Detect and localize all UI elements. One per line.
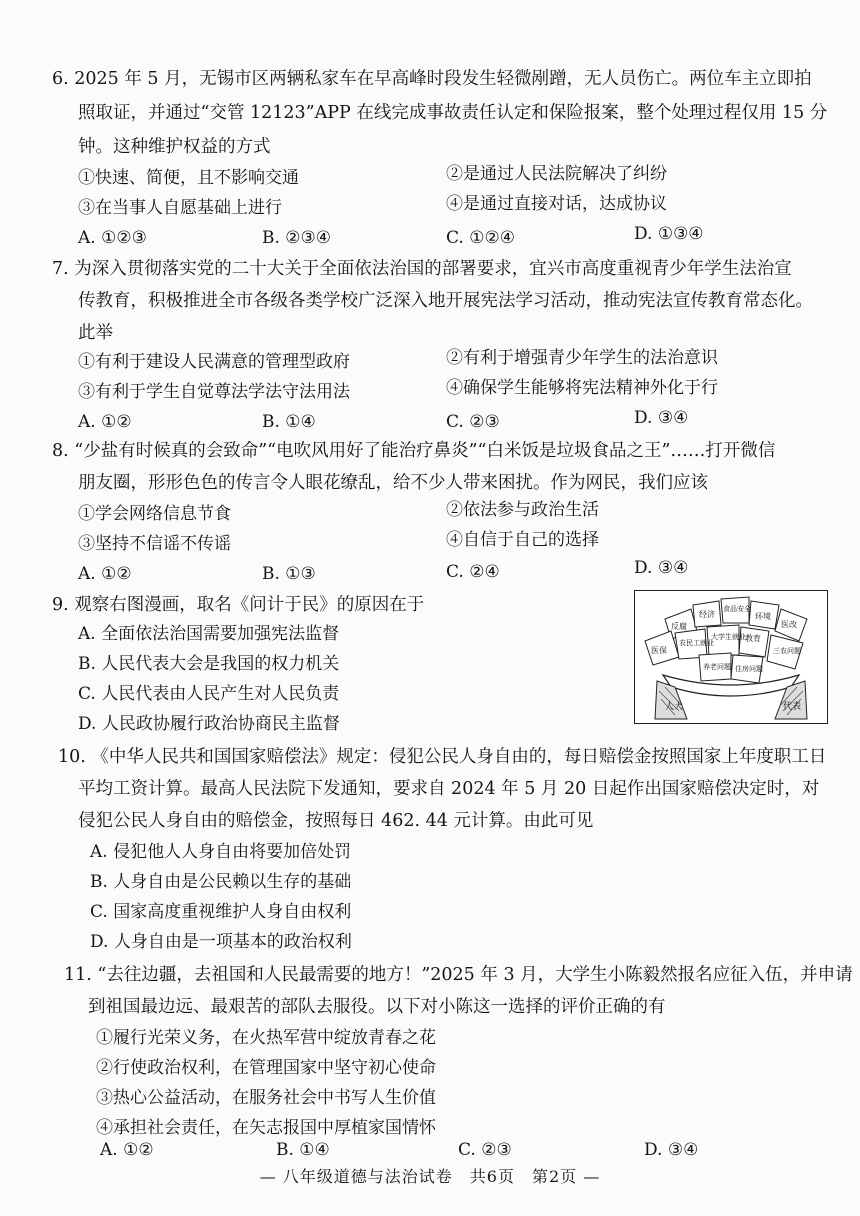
cartoon-label: 大学生就业 bbox=[711, 633, 746, 641]
q7-stem-line-1: 7. 为深入贯彻落实党的二十大关于全面依法治国的部署要求，宜兴市高度重视青少年学生法治宣 bbox=[52, 259, 792, 279]
q6-choice-c: C. ①②④ bbox=[446, 228, 515, 248]
q6-stem-line-1: 6. 2025 年 5 月，无锡市区两辆私家车在早高峰时段发生轻微剐蹭，无人员伤亡。两位车主立即拍 bbox=[52, 69, 812, 89]
q11-item-4: ④承担社会责任，在矢志报国中厚植家国情怀 bbox=[96, 1118, 436, 1138]
q10-choice-d: D. 人身自由是一项基本的政治权利 bbox=[90, 932, 352, 952]
q6-stem-line-3: 钟。这种维护权益的方式 bbox=[78, 137, 271, 157]
q9-choice-a: A. 全面依法治国需要加强宪法监督 bbox=[78, 624, 340, 644]
q6-choice-a: A. ①②③ bbox=[78, 228, 147, 248]
q6-item-4: ④是通过直接对话，达成协议 bbox=[446, 194, 667, 214]
q10-choice-b: B. 人身自由是公民赖以生存的基础 bbox=[90, 872, 352, 892]
q7-stem-line-3: 此举 bbox=[78, 323, 113, 343]
cartoon-label: 农民工就业 bbox=[679, 639, 714, 647]
q6-item-2: ②是通过人民法院解决了纠纷 bbox=[446, 164, 667, 184]
q6-choice-b: B. ②③④ bbox=[262, 228, 332, 248]
q11-choice-c: C. ②③ bbox=[458, 1140, 512, 1160]
cartoon-label: 反腐 bbox=[671, 622, 687, 631]
q8-choice-c: C. ②④ bbox=[446, 562, 500, 582]
q7-item-4: ④确保学生能够将宪法精神外化于行 bbox=[446, 378, 718, 398]
cartoon-drawing bbox=[635, 591, 827, 723]
q6-item-1: ①快速、简便，且不影响交通 bbox=[78, 168, 299, 188]
page-footer: — 八年级道德与法治试卷 共6页 第2页 — bbox=[259, 1167, 601, 1186]
cartoon-label: 养老问题 bbox=[703, 663, 731, 671]
q10-stem-line-3: 侵犯公民人身自由的赔偿金，按照每日 462. 44 元计算。由此可见 bbox=[78, 811, 594, 831]
q10-choice-a: A. 侵犯他人人身自由将要加倍处罚 bbox=[90, 842, 352, 862]
q11-item-2: ②行使政治权利，在管理国家中坚守初心使命 bbox=[96, 1058, 436, 1078]
cartoon-label: 三农问题 bbox=[773, 647, 801, 655]
q8-stem-line-2: 朋友圈，形形色色的传言令人眼花缭乱，给不少人带来困扰。作为网民，我们应该 bbox=[78, 473, 708, 493]
q11-choice-d: D. ③④ bbox=[644, 1140, 699, 1160]
q7-item-2: ②有利于增强青少年学生的法治意识 bbox=[446, 348, 718, 368]
q9-choice-d: D. 人民政协履行政治协商民主监督 bbox=[78, 714, 340, 734]
q11-stem-line-2: 到祖国最边远、最艰苦的部队去服役。以下对小陈这一选择的评价正确的有 bbox=[88, 997, 666, 1017]
q7-stem-line-2: 传教育，积极推进全市各级各类学校广泛深入地开展宪法学习活动，推动宪法宣传教育常态化。 bbox=[78, 291, 813, 311]
cartoon-label: 环境 bbox=[755, 612, 771, 621]
q10-stem-line-2: 平均工资计算。最高人民法院下发通知，要求自 2024 年 5 月 20 日起作出国家赔偿决定时，对 bbox=[78, 779, 820, 799]
cartoon-label: 住房问题 bbox=[735, 665, 763, 673]
cartoon-label: 医改 bbox=[781, 620, 797, 629]
cartoon-label: 人大 bbox=[665, 702, 684, 712]
q9-choice-b: B. 人民代表大会是我国的权力机关 bbox=[78, 654, 340, 674]
cartoon-label: 医保 bbox=[651, 646, 667, 655]
q7-choice-a: A. ①② bbox=[78, 412, 132, 432]
cartoon-label: 经济 bbox=[699, 610, 715, 619]
q11-item-1: ①履行光荣义务，在火热军营中绽放青春之花 bbox=[96, 1028, 436, 1048]
q7-choice-d: D. ③④ bbox=[634, 408, 689, 428]
q11-stem-line-1: 11. “去往边疆，去祖国和人民最需要的地方！”2025 年 3 月，大学生小陈毅然报名应征入伍，并申请 bbox=[64, 965, 853, 985]
q7-item-3: ③有利于学生自觉尊法学法守法用法 bbox=[78, 382, 350, 402]
q7-item-1: ①有利于建设人民满意的管理型政府 bbox=[78, 352, 350, 372]
q10-choice-c: C. 国家高度重视维护人身自由权利 bbox=[90, 902, 352, 922]
q8-item-3: ③坚持不信谣不传谣 bbox=[78, 534, 231, 554]
q6-stem-line-2: 照取证，并通过“交管 12123”APP 在线完成事故责任认定和保险报案，整个处理过程仅用 15 分 bbox=[78, 103, 828, 123]
q8-choice-a: A. ①② bbox=[78, 564, 132, 584]
q8-choice-d: D. ③④ bbox=[634, 558, 689, 578]
q6-choice-d: D. ①③④ bbox=[634, 224, 704, 244]
q8-stem-line-1: 8. “少盐有时候真的会致命”“电吹风用好了能治疗鼻炎”“白米饭是垃圾食品之王”……打开微信 bbox=[52, 441, 776, 461]
q8-choice-b: B. ①③ bbox=[262, 564, 316, 584]
q7-choice-c: C. ②③ bbox=[446, 412, 500, 432]
q8-item-1: ①学会网络信息节食 bbox=[78, 504, 231, 524]
q11-choice-a: A. ①② bbox=[100, 1140, 154, 1160]
q11-item-3: ③热心公益活动，在服务社会中书写人生价值 bbox=[96, 1088, 436, 1108]
cartoon-image bbox=[634, 590, 828, 724]
q8-item-2: ②依法参与政治生活 bbox=[446, 500, 599, 520]
q8-item-4: ④自信于自己的选择 bbox=[446, 530, 599, 550]
cartoon-label: 代表 bbox=[783, 702, 802, 712]
q7-choice-b: B. ①④ bbox=[262, 412, 316, 432]
cartoon-label: 食品安全 bbox=[723, 605, 751, 613]
q10-stem-line-1: 10. 《中华人民共和国国家赔偿法》规定：侵犯公民人身自由的，每日赔偿金按照国家上年度职工日 bbox=[58, 747, 827, 767]
q11-choice-b: B. ①④ bbox=[276, 1140, 330, 1160]
q9-choice-c: C. 人民代表由人民产生对人民负责 bbox=[78, 684, 340, 704]
q6-item-3: ③在当事人自愿基础上进行 bbox=[78, 198, 282, 218]
cartoon-label: 教育 bbox=[745, 634, 761, 643]
q9-stem: 9. 观察右图漫画，取名《问计于民》的原因在于 bbox=[52, 595, 425, 615]
